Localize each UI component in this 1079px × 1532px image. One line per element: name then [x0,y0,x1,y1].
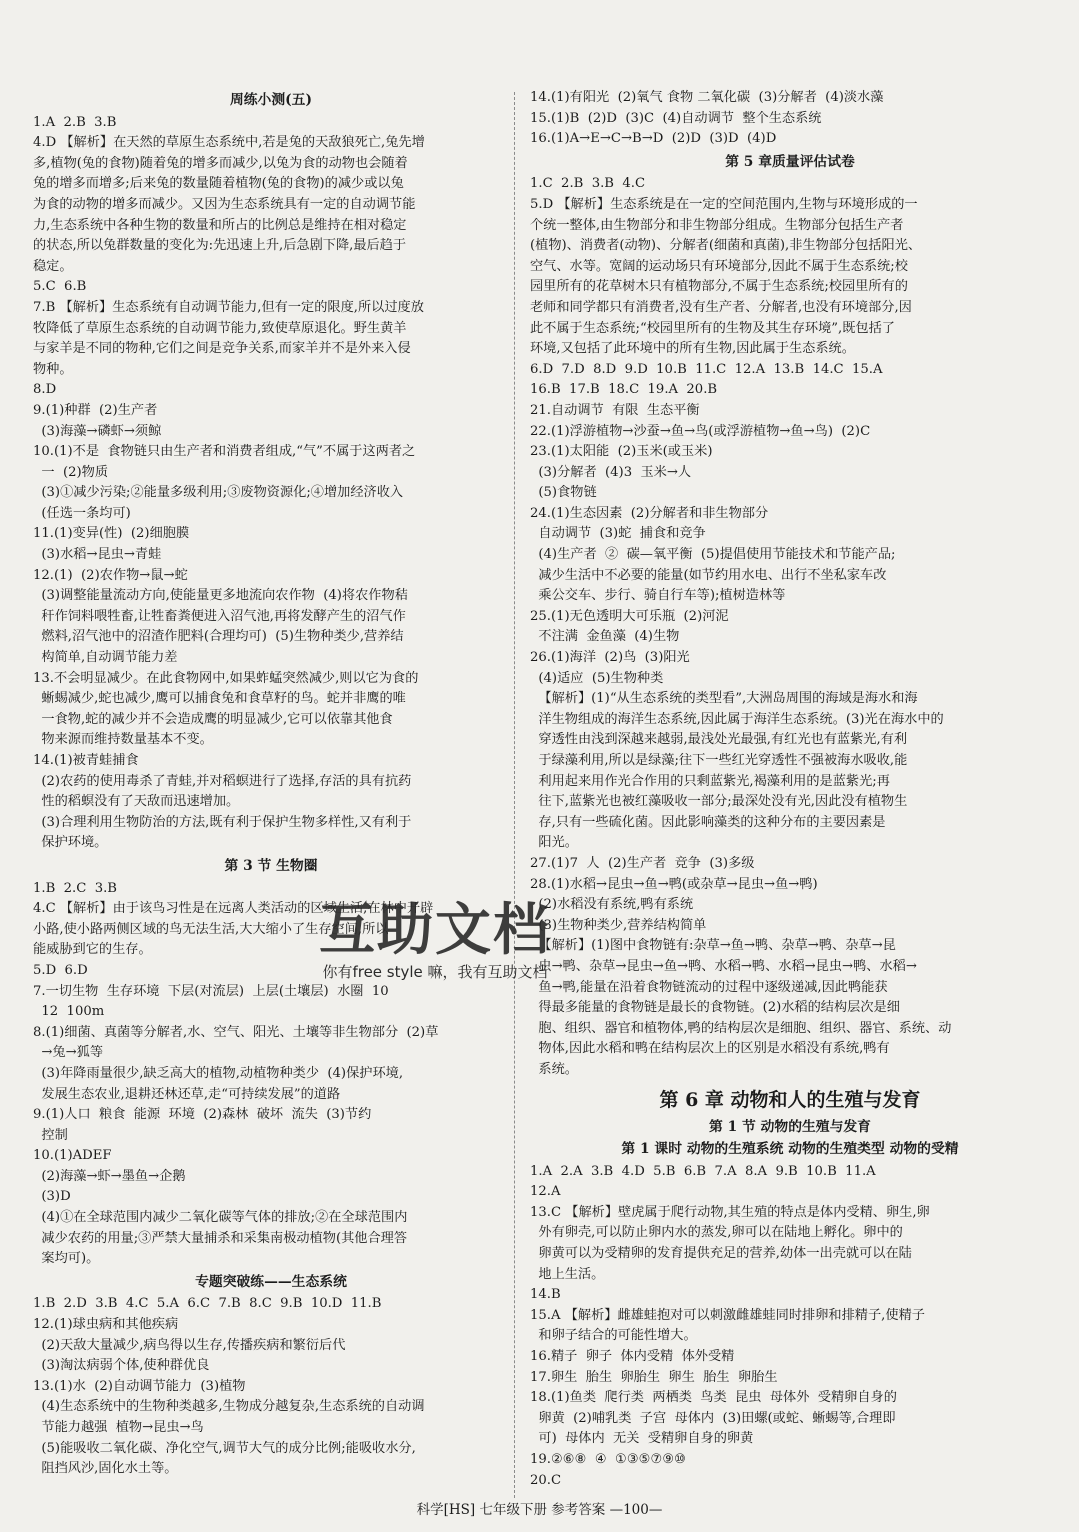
answer-line: 15.(1)B (2)D (3)C (4)自动调节 整个生态系统 [530,110,822,126]
answer-line: (5)食物链 [530,485,597,501]
answer-line: (3)调整能量流动方向,使能量更多地流向农作物 (4)将农作物秸 [33,588,408,604]
answer-line: 老师和同学都只有消费者,没有生产者、分解者,也没有环境部分,因 [530,299,912,315]
answer-line: 12.A [530,1184,561,1200]
answer-line: (3)海藻→磷虾→须鲸 [33,423,162,439]
answer-line: 14.B [530,1287,561,1303]
answer-line: 9.(1)人口 粮食 能源 环境 (2)森林 破坏 流失 (3)节约 [33,1107,372,1123]
answer-line: 得最多能量的食物链是最长的食物链。(2)水稻的结构层次是细 [530,1000,900,1016]
answer-line: 穿透性由浅到深越来越弱,最浅处光最强,有红光也有蓝紫光,有利 [530,732,908,748]
answer-line: 25.(1)无色透明大可乐瓶 (2)河泥 [530,608,729,624]
answer-line: 环境,又包括了此环境中的所有生物,因此属于生态系统。 [530,341,855,357]
answer-line: 4.C 【解析】由于该鸟习性是在远离人类活动的区域生活,在林中开辟 [33,901,434,917]
answer-line: 14.(1)有阳光 (2)氧气 食物 二氧化碳 (3)分解者 (4)淡水藻 [530,90,884,105]
answer-line: (2)水稻没有系统,鸭有系统 [530,897,694,913]
answer-line: 4.D 【解析】在天然的草原生态系统中,若是兔的天敌狼死亡,兔先增 [33,135,425,151]
answer-line: (3)合理利用生物防治的方法,既有利于保护生物多样性,又有利于 [33,814,412,830]
section-heading: 专题突破练——生态系统 [195,1273,347,1290]
answer-line: 为食的动物的增多而减少。又因为生态系统具有一定的自动调节能 [33,196,416,212]
answer-line: 28.(1)水稻→昆虫→鱼→鸭(或杂草→昆虫→鱼→鸭) [530,876,818,892]
answer-line: 控制 [33,1127,68,1143]
answer-line: 20.C [530,1472,562,1488]
answer-line: 性的稻螟没有了天敌而迅速增加。 [33,794,240,810]
answer-line: 减少农药的用量;③严禁大量捕杀和采集南极动植物(其他合理答 [33,1230,408,1246]
answer-line: 胞、组织、器官和植物体,鸭的结构层次是细胞、组织、器官、系统、动 [530,1020,952,1036]
left-column [33,88,509,1480]
answer-line: 能威胁到它的生存。 [33,942,152,958]
answer-line: 物种。 [33,361,73,377]
answer-line: 地上生活。 [530,1266,605,1282]
answer-line: 多,植物(兔的食物)随着兔的增多而减少,以兔为食的动物也会随着 [33,155,408,171]
answer-line: 18.(1)鱼类 爬行类 两栖类 鸟类 昆虫 母体外 受精卵自身的 [530,1390,897,1406]
answer-line: 9.(1)种群 (2)生产者 [33,402,158,418]
answer-line: 1.A 2.B 3.B [33,114,117,130]
answer-line: 11.(1)变异(性) (2)细胞膜 [33,526,190,542]
answer-line: 7.一切生物 生存环境 下层(对流层) 上层(土壤层) 水圈 10 [33,983,389,999]
answer-line: (3)D [33,1189,71,1205]
section-heading: 周练小测(五) [229,92,313,108]
section-heading: 第 3 节 生物圈 [224,857,318,874]
watermark-slogan: 你有free style 嘛，我有互助文档 [322,963,548,981]
answer-line: 12.(1) (2)农作物→鼠→蛇 [33,567,188,583]
answer-line: →兔→狐等 [33,1045,104,1061]
answer-line: (5)能吸收二氧化碳、净化空气,调节大气的成分比例;能吸收水分, [33,1440,416,1456]
answer-line: 一 (2)物质 [33,464,109,480]
watermark [290,900,580,982]
answer-line: (3)年降雨量很少,缺乏高大的植物,动植物种类少 (4)保护环境, [33,1065,404,1081]
section-heading: 第 1 节 动物的生殖与发育 [709,1118,871,1135]
answer-line: 与家羊是不同的物种,它们之间是竞争关系,而家羊并不是外来入侵 [33,341,411,357]
answer-line: 一食物,蛇的减少并不会造成鹰的明显减少,它可以依靠其他食 [33,711,393,727]
answer-line: 24.(1)生态因素 (2)分解者和非生物部分 [530,505,769,521]
answer-line: 1.B 2.D 3.B 4.C 5.A 6.C 7.B 8.C 9.B 10.D 11.B [33,1296,382,1312]
answer-line: 8.D [33,382,57,398]
answer-line: 22.(1)浮游植物→沙蚕→鱼→鸟(或浮游植物→鱼→鸟) (2)C [530,423,871,439]
answer-line: 17.卵生 胎生 卵胎生 卵生 胎生 卵胎生 [530,1369,778,1385]
answer-line: 减少生活中不必要的能量(如节约用水电、出行不坐私家车改 [530,567,887,583]
answer-line: 14.(1)被青蛙捕食 [33,753,139,768]
answer-line: (2)天敌大量减少,病鸟得以生存,传播疾病和繁衍后代 [33,1337,346,1353]
answer-line: 27.(1)7 人 (2)生产者 竞争 (3)多级 [530,855,755,871]
answer-line: 系统。 [530,1061,578,1077]
answer-line: 16.(1)A→E→C→B→D (2)D (3)D (4)D [530,131,777,147]
answer-line: (3)①减少污染;②能量多级利用;③废物资源化;④增加经济收入 [33,485,404,501]
answer-line: (任选一条均可) [33,505,131,521]
chapter-heading: 第 6 章 动物和人的生殖与发育 [659,1088,921,1111]
answer-line: 13.(1)水 (2)自动调节能力 (3)植物 [33,1378,246,1394]
answer-line: (3)分解者 (4)3 玉米→人 [530,464,692,480]
answer-line: (3)水稻→昆虫→青蛙 [33,547,162,563]
answer-line: 发展生态农业,退耕还林还草,走“可持续发展”的道路 [33,1086,341,1102]
answer-line: 可) 母体内 无关 受精卵自身的卵黄 [530,1431,754,1447]
answer-line: 10.(1)ADEF [33,1148,112,1164]
answer-line: 燃料,沼气池中的沼渣作肥料(合理均可) (5)生物种类少,营养结 [33,629,404,645]
answer-line: 15.A 【解析】雌雄蛙抱对可以刺激雌雄蛙同时排卵和排精子,使精子 [530,1307,925,1323]
answer-line: 稳定。 [33,258,73,274]
answer-line: 往下,蓝紫光也被红藻吸收一部分;最深处没有光,因此没有植物生 [530,794,908,810]
answer-line: 5.D 【解析】生态系统是在一定的空间范围内,生物与环境形成的一 [530,196,918,212]
section-heading: 第 5 章质量评估试卷 [725,153,855,170]
answer-line: 12 100m [33,1004,105,1020]
section-heading: 第 1 课时 动物的生殖系统 动物的生殖类型 动物的受精 [621,1141,959,1158]
answer-line: 不注满 金鱼藻 (4)生物 [530,629,680,645]
answer-line: 6.D 7.D 8.D 9.D 10.B 11.C 12.A 13.B 14.C 15.A [530,361,883,377]
answer-line: 蜥蜴减少,蛇也减少,鹰可以捕食兔和食草籽的鸟。蛇并非鹰的唯 [33,691,406,707]
answer-line: 12.(1)球虫病和其他疾病 [33,1317,179,1333]
answer-line: 5.D 6.D [33,962,88,978]
answer-line: 空气、水等。宽阔的运动场只有环境部分,因此不属于生态系统;校 [530,258,908,274]
answer-line: 1.A 2.A 3.B 4.D 5.B 6.B 7.A 8.A 9.B 10.B 11.A [530,1163,876,1179]
answer-line: 的状态,所以兔群数量的变化为:先迅速上升,后急剧下降,最后趋于 [33,238,407,254]
answer-line: 于绿藻利用,所以是绿藻;往下一些红光穿透性不强被海水吸收,能 [530,753,908,768]
watermark-logo: 互助文档 [319,898,551,963]
answer-line: 【解析】(1)图中食物链有:杂草→鱼→鸭、杂草→鸭、杂草→昆 [530,938,896,954]
answer-line: 牧降低了草原生态系统的自动调节能力,致使草原退化。野生黄羊 [33,320,407,336]
answer-line: 阻挡风沙,固化水土等。 [33,1461,178,1477]
answer-line: 鱼→鸭,能量在沿着食物链流动的过程中逐级递减,因此鸭能获 [530,979,888,995]
answer-line: 自动调节 (3)蛇 捕食和竞争 [530,526,706,542]
answer-line: (2)农药的使用毒杀了青蛙,并对稻螟进行了选择,存活的具有抗药 [33,773,412,789]
answer-line: 1.B 2.C 3.B [33,880,117,896]
answer-line: (4)①在全球范围内减少二氧化碳等气体的排放;②在全球范围内 [33,1210,408,1226]
answer-line: 5.C 6.B [33,279,87,295]
answer-line: (4)适应 (5)生物种类 [530,670,664,686]
answer-line: 物体,因此水稻和鸭在结构层次上的区别是水稻没有系统,鸭有 [530,1041,890,1057]
answer-line: 和卵子结合的可能性增大。 [530,1328,697,1344]
answer-line: 13.不会明显减少。在此食物网中,如果蚱蜢突然减少,则以它为食的 [33,670,419,686]
answer-line: 23.(1)太阳能 (2)玉米(或玉米) [530,444,713,460]
answer-line: 16.精子 卵子 体内受精 体外受精 [530,1349,735,1365]
answer-line: 【解析】(1)“从生态系统的类型看”,大洲岛周围的海域是海水和海 [530,691,918,707]
answer-line: 虫→鸭、杂草→昆虫→鱼→鸭、水稻→鸭、水稻→昆虫→鸭、水稻→ [530,958,917,974]
answer-line: 物来源而维持数量基本不变。 [33,732,213,748]
answer-line: (3)生物种类少,营养结构简单 [530,917,707,933]
answer-line: 园里所有的花草树木只有植物部分,不属于生态系统;校园里所有的 [530,279,908,295]
answer-line: 保护环境。 [33,835,108,851]
answer-line: 1.C 2.B 3.B 4.C [530,176,646,192]
answer-line: 乘公交车、步行、骑自行车等);植树造林等 [530,588,786,604]
column-divider [514,92,515,1498]
answer-line: 兔的增多而增多;后来兔的数量随着植物(兔的食物)的减少或以兔 [33,176,404,192]
answer-line: 节能力越强 植物→昆虫→鸟 [33,1420,204,1435]
answer-line: 洋生物组成的海洋生态系统,因此属于海洋生态系统。(3)光在海水中的 [530,711,944,727]
answer-line: 案均可)。 [33,1251,100,1267]
right-column [530,88,1050,1491]
answer-line: 26.(1)海洋 (2)鸟 (3)阳光 [530,650,690,666]
answer-line: 力,生态系统中各种生物的数量和所占的比例总是维持在相对稳定 [33,217,407,233]
answer-line: 19.②⑥⑧ ④ ①③⑤⑦⑨⑩ [530,1452,686,1467]
answer-line: 利用起来用作光合作用的只剩蓝紫光,褐藻利用的是蓝紫光;再 [530,773,890,789]
answer-line: (植物)、消费者(动物)、分解者(细菌和真菌),非生物部分包括阳光、 [530,238,922,254]
answer-line: 阳光。 [530,835,578,851]
answer-line: 此不属于生态系统;“校园里所有的生物及其生存环境”,既包括了 [530,320,895,336]
answer-line: 秆作饲料喂牲畜,让牲畜粪便进入沼气池,再将发酵产生的沼气作 [33,608,406,624]
answer-line: 小路,使小路两侧区域的鸟无法生活,大大缩小了生存空间,所以 [33,921,389,937]
answer-line: 10.(1)不是 食物链只由生产者和消费者组成,“气”不属于这两者之 [33,444,416,460]
answer-line: 21.自动调节 有限 生态平衡 [530,402,700,418]
answer-line: 构简单,自动调节能力差 [33,650,178,666]
answer-line: 外有卵壳,可以防止卵内水的蒸发,卵可以在陆地上孵化。卵中的 [530,1225,903,1241]
answer-line: 16.B 17.B 18.C 19.A 20.B [530,382,718,398]
answer-line: 13.C 【解析】壁虎属于爬行动物,其生殖的特点是体内受精、卵生,卵 [530,1204,930,1220]
answer-line: (2)海藻→虾→墨鱼→企鹅 [33,1168,186,1184]
answer-line: 8.(1)细菌、真菌等分解者,水、空气、阳光、土壤等非生物部分 (2)草 [33,1024,439,1040]
answer-line: (4)生态系统中的生物种类越多,生物成分越复杂,生态系统的自动调 [33,1399,425,1415]
answer-line: (3)淘汰病弱个体,使种群优良 [33,1358,210,1374]
answer-line: 卵黄可以为受精卵的发育提供充足的营养,幼体一出壳就可以在陆 [530,1246,912,1262]
page-footer: 科学[HS] 七年级下册 参考答案 —100— [416,1502,663,1518]
answer-line: 存,只有一些硫化菌。因此影响藻类的这种分布的主要因素是 [530,814,886,830]
answer-line: 个统一整体,由生物部分和非生物部分组成。生物部分包括生产者 [530,217,904,233]
answer-line: 卵黄 (2)哺乳类 子宫 母体内 (3)田螺(或蛇、蜥蜴等,合理即 [530,1410,896,1426]
answer-line: 7.B 【解析】生态系统有自动调节能力,但有一定的限度,所以过度放 [33,299,424,315]
answer-line: (4)生产者 ② 碳—氧平衡 (5)提倡使用节能技术和节能产品; [530,547,896,563]
